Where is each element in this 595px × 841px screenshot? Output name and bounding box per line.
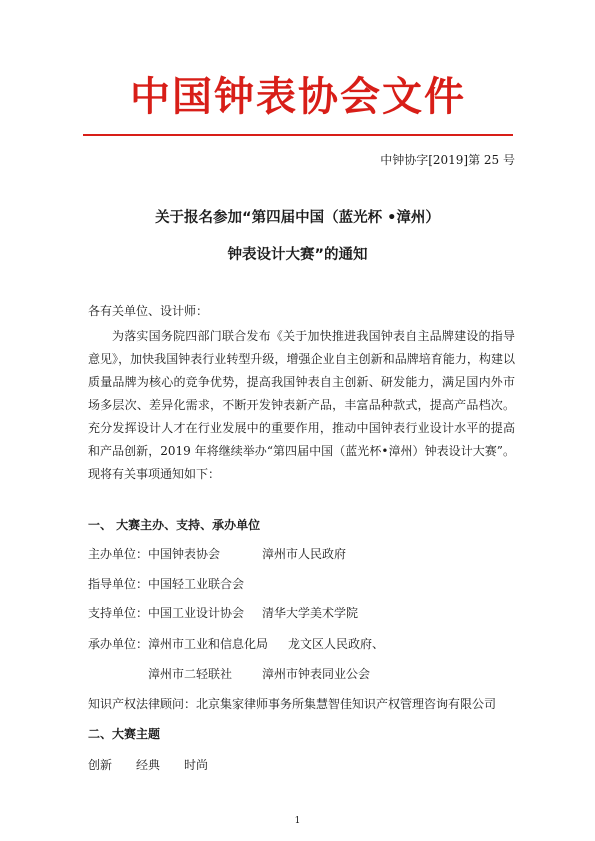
organizer-org-3: 漳州市二轻联社: [148, 667, 233, 681]
guide-org-1: 中国轻工业联合会: [148, 577, 245, 591]
document-number: 中钟协字[2019]第 25 号: [380, 153, 515, 167]
intro-paragraph: 为落实国务院四部门联合发布《关于加快推进我国钟表自主品牌建设的指导意见》，加快我国钟表行业转型升级，增强企业自主创新和品牌培育能力，构建以质量品牌为核心的竞争优势，提高我国钟表自主创新、研发能力，满足国内外市场多层次、差异化需求，不断开发钟表新产品，丰富品种款式，提高产品档次。充分发挥设计人才在行业发展中的重要作用，推动中国钟表行业设计水平的提高和产品创新，2019 年将继续举办“第四届中国（蓝光杯•漳州）钟表设计大赛”。现将有关事项通知如下：: [88, 329, 515, 481]
organizer-org-2: 龙文区人民政府、: [288, 637, 385, 651]
theme-classic: 经典: [136, 758, 161, 772]
notice-title-line-2: 钟表设计大赛”的通知: [227, 247, 368, 263]
masthead-title: 中国钟表协会文件: [130, 74, 466, 120]
theme-innovation: 创新: [88, 758, 113, 772]
theme-fashion: 时尚: [184, 758, 209, 772]
host-org-1: 中国钟表协会: [148, 547, 221, 561]
host-label: 主办单位：: [88, 547, 149, 561]
page-number: 1: [294, 816, 301, 826]
notice-title-line-1: 关于报名参加“第四届中国（蓝光杯 •漳州）: [155, 210, 440, 226]
red-divider-line: [83, 134, 513, 136]
support-org-2: 清华大学美术学院: [262, 606, 359, 620]
guide-label: 指导单位：: [88, 577, 149, 591]
organizer-org-1: 漳州市工业和信息化局: [148, 637, 269, 651]
support-label: 支持单位：: [88, 606, 149, 620]
salutation: 各有关单位、设计师：: [88, 304, 209, 318]
organizer-label: 承办单位：: [88, 637, 149, 651]
ip-legal-advisor: 知识产权法律顾问：北京集家律师事务所集慧智佳知识产权管理咨询有限公司: [88, 697, 497, 711]
section-2-heading: 二、大赛主题: [88, 727, 161, 741]
organizer-org-4: 漳州市钟表同业公会: [262, 667, 371, 681]
host-org-2: 漳州市人民政府: [262, 547, 347, 561]
support-org-1: 中国工业设计协会: [148, 606, 245, 620]
section-1-heading: 一、 大赛主办、支持、承办单位: [88, 518, 261, 532]
